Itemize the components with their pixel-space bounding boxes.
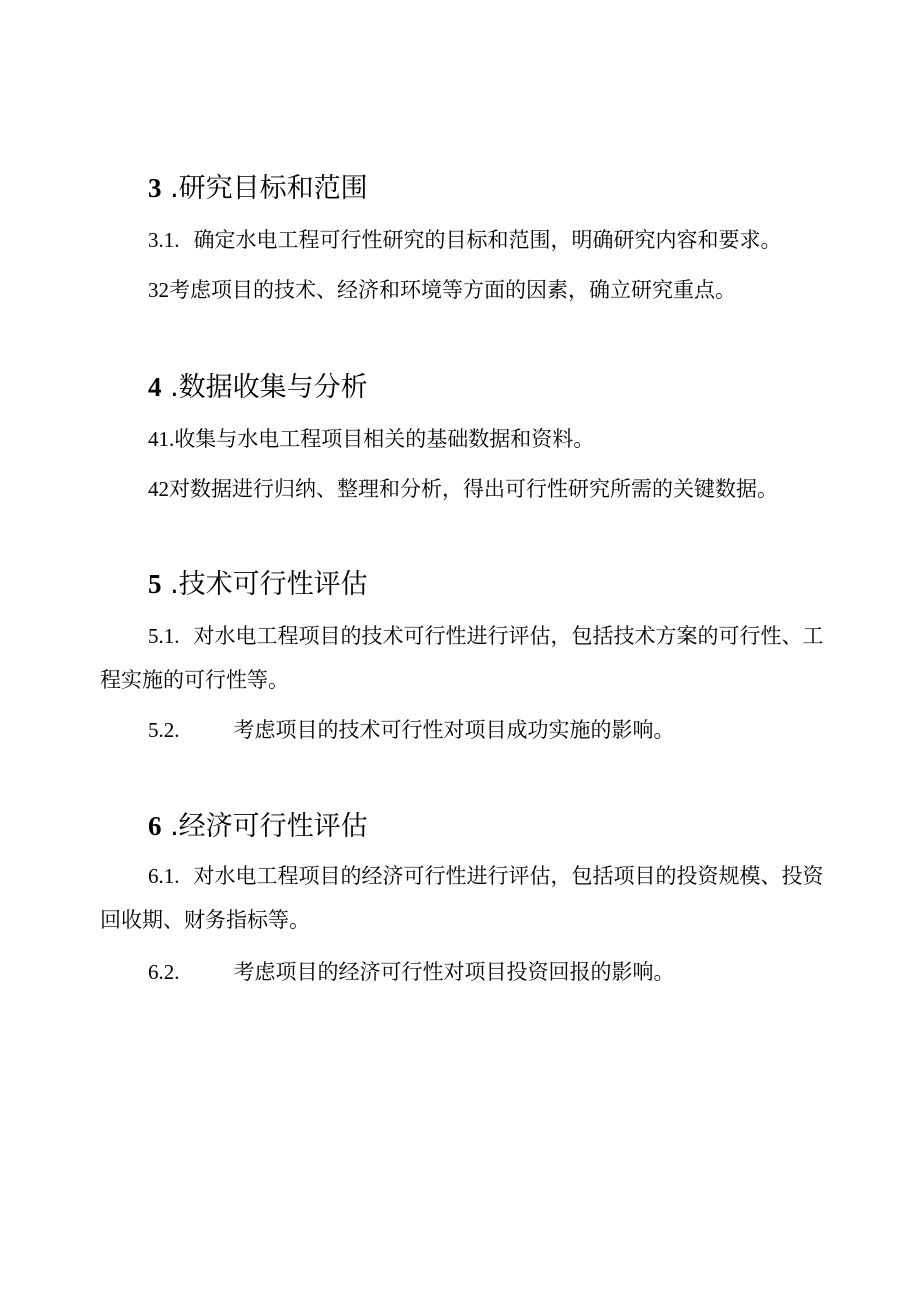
section-title: .经济可行性评估	[170, 811, 368, 842]
section-number: 4	[148, 372, 162, 402]
section-title: .研究目标和范围	[170, 173, 368, 204]
item-text: 对水电工程项目的经济可行性进行评估，包括项目的投资规模、投资回收期、财务指标等。	[100, 864, 824, 932]
section-heading-3	[148, 170, 368, 207]
item-5-1	[100, 614, 840, 702]
item-text: 考虑项目的技术可行性对项目成功实施的影响。	[233, 718, 675, 742]
item-3-2	[100, 268, 840, 312]
item-text: 考虑项目的经济可行性对项目投资回报的影响。	[233, 960, 675, 984]
item-number: 6.1.	[148, 864, 180, 888]
section-number: 3	[148, 173, 162, 203]
item-number: 42	[148, 477, 169, 501]
item-text: 收集与水电工程项目相关的基础数据和资料。	[174, 427, 595, 451]
item-4-2	[100, 467, 840, 511]
item-text: 考虑项目的技术、经济和环境等方面的因素，确立研究重点。	[169, 278, 736, 302]
item-6-1	[100, 854, 840, 942]
section-title: .技术可行性评估	[170, 569, 368, 600]
section-number: 6	[148, 811, 162, 841]
item-number: 32	[148, 278, 169, 302]
item-6-2	[100, 950, 840, 994]
item-5-2	[100, 708, 840, 752]
section-heading-5	[148, 566, 368, 603]
item-text: 确定水电工程可行性研究的目标和范围，明确研究内容和要求。	[193, 228, 782, 252]
item-number: 3.1.	[148, 228, 180, 252]
item-number: 5.2.	[148, 718, 180, 742]
section-number: 5	[148, 569, 162, 599]
item-text: 对数据进行归纳、整理和分析，得出可行性研究所需的关键数据。	[169, 477, 778, 501]
section-heading-6	[148, 808, 368, 845]
item-text: 对水电工程项目的技术可行性进行评估，包括技术方案的可行性、工程实施的可行性等。	[100, 624, 824, 692]
item-3-1	[100, 218, 840, 262]
section-heading-4	[148, 369, 368, 406]
item-number: 5.1.	[148, 624, 180, 648]
item-4-1	[100, 417, 840, 461]
item-number: 41.	[148, 427, 175, 451]
item-number: 6.2.	[148, 960, 180, 984]
section-title: .数据收集与分析	[170, 372, 368, 403]
